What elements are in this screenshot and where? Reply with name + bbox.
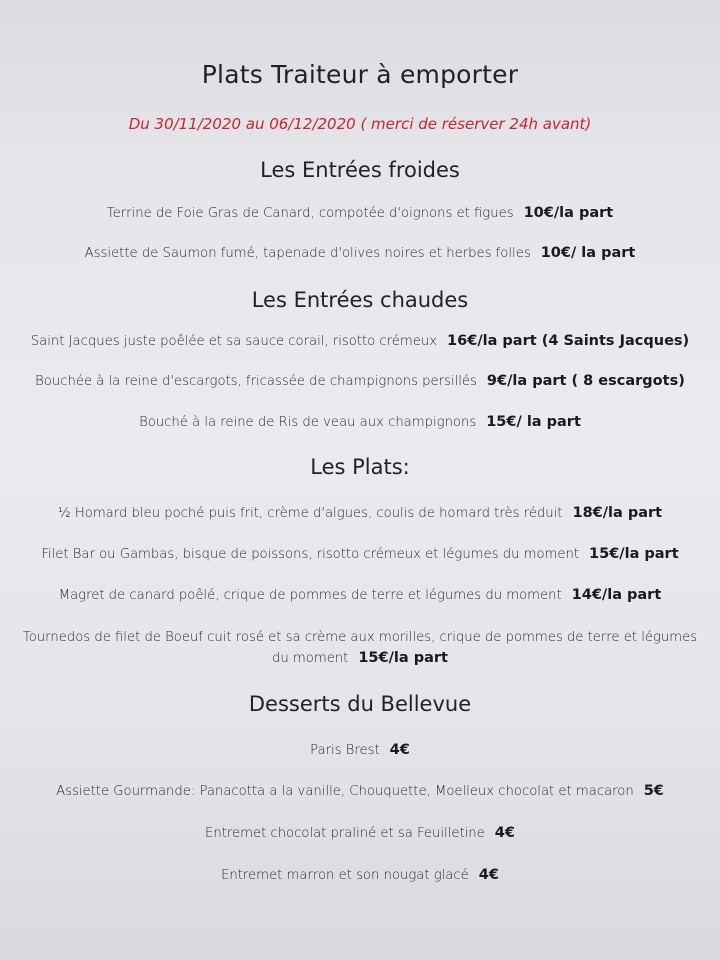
- menu-item-price: 9€/la part ( 8 escargots): [486, 373, 685, 389]
- menu-item-price: 15€/ la part: [486, 414, 581, 430]
- menu-item-price: 15€/la part: [589, 546, 679, 562]
- menu-item: [0, 825, 720, 841]
- menu-item-description: Bouchée à la reine d'escargots, fricassée de champignons persillés: [35, 374, 477, 389]
- menu-item-description: Entremet chocolat praliné et sa Feuilletine: [205, 826, 485, 841]
- menu-item-price: 10€/la part: [523, 205, 614, 221]
- menu-item-description: Filet Bar ou Gambas, bisque de poissons, risotto crémeux et légumes du moment: [41, 547, 580, 562]
- menu-item-description: Assiette de Saumon fumé, tapenade d'olives noires et herbes folles: [84, 246, 531, 261]
- menu-item-price: 15€/la part: [358, 650, 448, 666]
- date-notice: Du 30/11/2020 au 06/12/2020 ( merci de réserver 24h avant): [128, 115, 592, 133]
- menu-item-description: Bouché à la reine de Ris de veau aux champignons: [139, 415, 477, 430]
- menu-item-description: Tournedos de filet de Boeuf cuit rosé et sa crème aux morilles, crique de pommes de terre et légumes du moment: [22, 630, 698, 666]
- menu-item: [0, 742, 720, 758]
- menu-item: [0, 867, 720, 883]
- section-heading-desserts: Desserts du Bellevue: [248, 692, 472, 716]
- menu-item-description: Entremet marron et son nougat glacé: [221, 868, 469, 883]
- menu-item: [18, 627, 702, 669]
- menu-item: [0, 505, 720, 521]
- menu-item-price: 16€/la part (4 Saints Jacques): [447, 333, 690, 349]
- menu-item-price: 14€/la part: [571, 587, 662, 603]
- menu-item: [0, 205, 720, 221]
- menu-item: [0, 245, 720, 261]
- menu-item-price: 4€: [389, 742, 410, 758]
- section-heading-plats: Les Plats:: [310, 455, 410, 479]
- menu-item-price: 18€/la part: [572, 505, 663, 521]
- section-heading-entrees-chaudes: Les Entrées chaudes: [251, 288, 469, 312]
- menu-item-price: 4€: [478, 867, 499, 883]
- page-title: Plats Traiteur à emporter: [201, 60, 519, 89]
- menu-item-description: ½ Homard bleu poché puis frit, crème d'algues, coulis de homard très réduit: [57, 506, 563, 521]
- menu-item: [0, 546, 720, 562]
- menu-item-price: 5€: [643, 783, 664, 799]
- menu-item: [0, 414, 720, 430]
- menu-item-description: Assiette Gourmande: Panacotta a la vanille, Chouquette, Moelleux chocolat et macaron: [56, 784, 634, 799]
- menu-item: [0, 587, 720, 603]
- menu-item-description: Paris Brest: [310, 743, 380, 758]
- menu-item-price: 10€/ la part: [540, 245, 636, 261]
- menu-item-description: Magret de canard poêlé, crique de pommes de terre et légumes du moment: [58, 588, 562, 603]
- menu-item: [0, 783, 720, 799]
- menu-item: [0, 373, 720, 389]
- section-heading-entrees-froides: Les Entrées froides: [260, 158, 460, 182]
- menu-item-description: Saint Jacques juste poêlée et sa sauce corail, risotto crémeux: [30, 334, 438, 349]
- menu-item: [0, 333, 720, 349]
- menu-item-price: 4€: [494, 825, 515, 841]
- menu-item-description: Terrine de Foie Gras de Canard, compotée d'oignons et figues: [106, 206, 514, 221]
